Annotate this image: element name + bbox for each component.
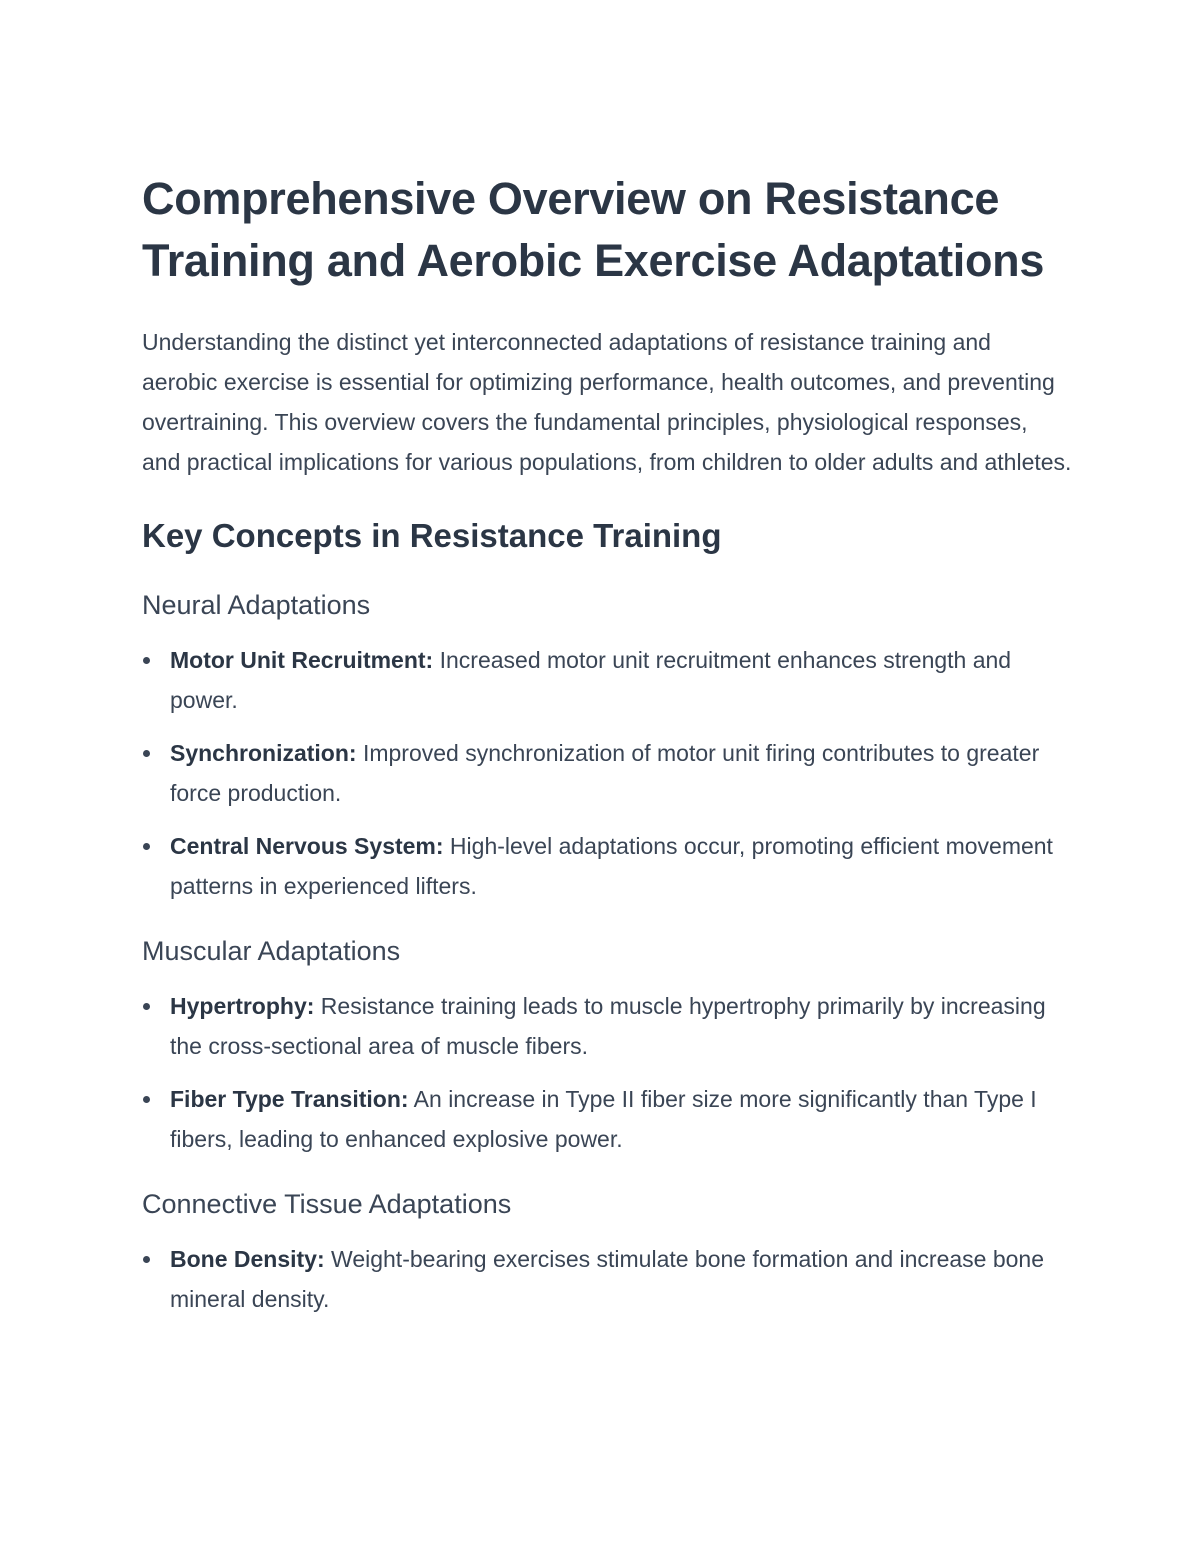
item-text: Resistance training leads to muscle hypertrophy primarily by increasing the cross-sectional area of muscle fibers.: [170, 993, 1046, 1059]
item-text: Weight-bearing exercises stimulate bone formation and increase bone mineral density.: [170, 1246, 1045, 1312]
bullet-list-muscular: [142, 986, 1072, 1159]
bullet-icon: [143, 1096, 150, 1103]
item-term: Synchronization:: [170, 740, 357, 766]
bullet-list-neural: [142, 640, 1072, 906]
list-item: [142, 986, 1072, 1066]
section-heading: Key Concepts in Resistance Training: [142, 517, 722, 554]
item-text: High-level adaptations occur, promoting efficient movement patterns in experienced lifters.: [170, 833, 1053, 899]
bullet-icon: [143, 1256, 150, 1263]
subsection-heading-neural: Neural Adaptations: [142, 590, 371, 620]
subsection-heading-connective: Connective Tissue Adaptations: [142, 1189, 512, 1219]
list-item: [142, 826, 1072, 906]
item-term: Motor Unit Recruitment:: [170, 647, 434, 673]
item-term: Fiber Type Transition:: [170, 1086, 409, 1112]
document-page: [142, 168, 1072, 1319]
list-item: [142, 1239, 1072, 1319]
item-term: Central Nervous System:: [170, 833, 444, 859]
subsection-heading-muscular: Muscular Adaptations: [142, 936, 401, 966]
list-item: [142, 1079, 1072, 1159]
bullet-icon: [143, 1003, 150, 1010]
item-text: An increase in Type II fiber size more significantly than Type I fibers, leading to enhanced explosive power.: [170, 1086, 1037, 1152]
item-term: Bone Density:: [170, 1246, 325, 1272]
list-item: [142, 640, 1072, 720]
bullet-icon: [143, 657, 150, 664]
item-term: Hypertrophy:: [170, 993, 315, 1019]
bullet-icon: [143, 750, 150, 757]
bullet-icon: [143, 843, 150, 850]
list-item: [142, 733, 1072, 813]
item-text: Increased motor unit recruitment enhances strength and power.: [170, 647, 1012, 713]
bullet-list-connective: [142, 1239, 1072, 1319]
item-text: Improved synchronization of motor unit firing contributes to greater force production.: [170, 740, 1040, 806]
intro-paragraph: Understanding the distinct yet interconnected adaptations of resistance training and aerobic exercise is essential for optimizing performance, health outcomes, and preventing overtraining. This overview covers the fundamental principles, physiological responses, and practical implications for various populations, from children to older adults and athletes.: [142, 329, 1072, 475]
page-title: Comprehensive Overview on Resistance Training and Aerobic Exercise Adaptations: [142, 173, 1045, 286]
